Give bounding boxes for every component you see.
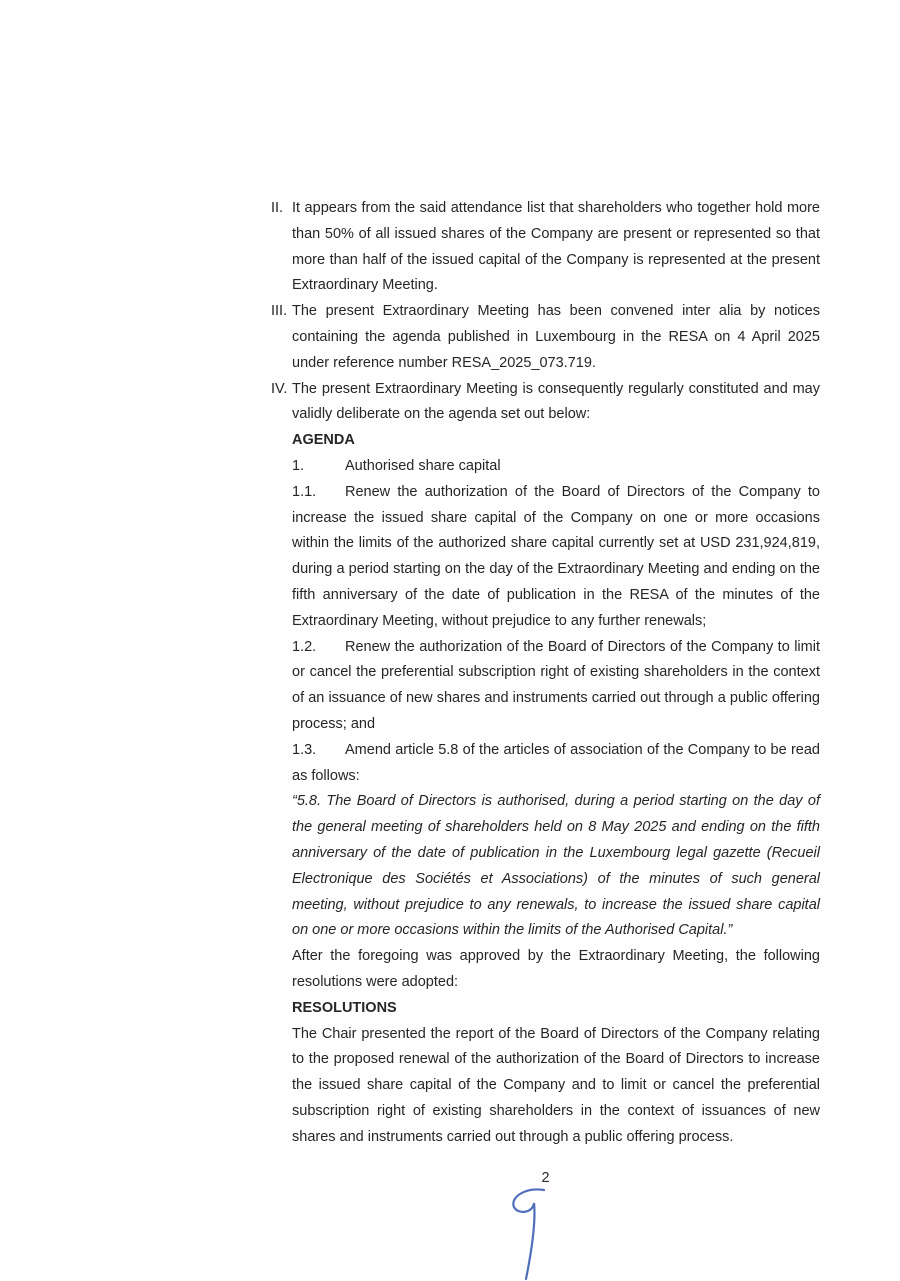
resolutions-heading: RESOLUTIONS (292, 999, 397, 1016)
agenda-section (292, 428, 820, 1150)
article-quote-paragraph: “5.8. The Board of Directors is authorised, during a period starting on the day of the general meeting of shareholders held on 8 May 2025 and ending on the fifth anniversary of the date of publication in the Luxembourg legal gazette (Recueil Electronique des Sociétés et Associations) of the minutes of such general meeting, without prejudice to any renewals, to increase the issued share capital on one or more occasions within the limits of the Authorised Capital.” (292, 793, 820, 939)
page-number: 2 (541, 1170, 550, 1186)
list-item-iii (271, 299, 820, 376)
pen-stroke (513, 1189, 544, 1279)
agenda-item-number: 1.3. (292, 741, 317, 758)
document-body (271, 196, 820, 1150)
list-item-marker: III. (271, 303, 288, 320)
agenda-item-number: 1.2. (292, 638, 317, 655)
pen-mark-icon (500, 1186, 570, 1281)
agenda-item-text: Authorised share capital (345, 457, 501, 474)
agenda-item-number: 1. (292, 457, 305, 474)
list-item-text: The present Extraordinary Meeting has been convened inter alia by notices containing the agenda published in Luxembourg in the RESA on 4 April 2025 under reference number RESA_2025_073.719. (292, 303, 820, 371)
agenda-item-text: Amend article 5.8 of the articles of association of the Company to be read as follows: (292, 741, 820, 784)
list-item-marker: II. (271, 200, 284, 216)
closing-paragraph: After the foregoing was approved by the Extraordinary Meeting, the following resolutions were adopted: (292, 948, 820, 990)
agenda-item-1-1 (292, 480, 820, 635)
agenda-item-1-3 (292, 738, 820, 790)
agenda-item-1 (292, 454, 820, 480)
list-item-ii (271, 196, 820, 299)
list-item-marker: IV. (271, 380, 288, 397)
agenda-heading: AGENDA (292, 432, 355, 449)
resolutions-paragraph: The Chair presented the report of the Board of Directors of the Company relating to the proposed renewal of the authorization of the Board of Directors to increase the issued share capital of the Company and to limit or cancel the preferential subscription right of existing shareholders in the context of issuances of new shares and instruments carried out through a public offering process. (292, 1025, 820, 1145)
list-item-text: The present Extraordinary Meeting is consequently regularly constituted and may validly deliberate on the agenda set out below: (292, 380, 820, 423)
agenda-item-1-2 (292, 635, 820, 738)
agenda-item-text: Renew the authorization of the Board of Directors of the Company to increase the issued share capital of the Company on one or more occasions within the limits of the authorized share capital currently set at USD 231,924,819, during a period starting on the day of the Extraordinary Meeting and ending on the fifth anniversary of the date of publication in the RESA of the minutes of the Extraordinary Meeting, without prejudice to any further renewals; (292, 483, 820, 629)
list-item-iv (271, 377, 820, 429)
list-item-text: It appears from the said attendance list that shareholders who together hold more than 50% of all issued shares of the Company are present or represented so that more than half of the issued capital of the Company is represented at the present Extraordinary Meeting. (292, 200, 820, 294)
agenda-item-text: Renew the authorization of the Board of Directors of the Company to limit or cancel the preferential subscription right of existing shareholders in the context of an issuance of new shares and instruments carried out through a public offering process; and (292, 638, 820, 732)
agenda-item-number: 1.1. (292, 483, 317, 500)
